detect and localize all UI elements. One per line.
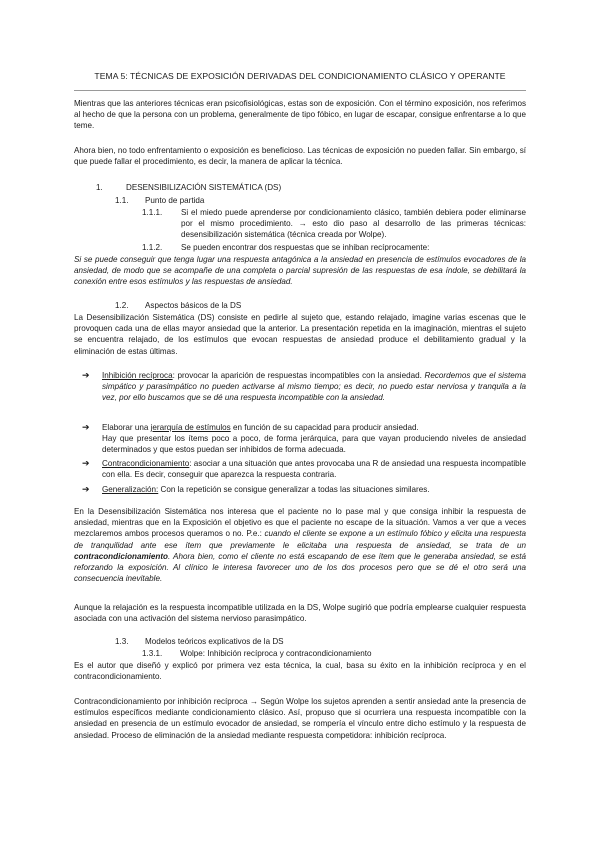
italic-quote: Si se puede conseguir que tenga lugar una respuesta antagónica a la ansiedad en presencia de estímulos evocadores de la ansiedad, de modo que se acompañe de una completa o parcial supresión de las respuestas de esa índole, se debilitará la conexión entre esos estímulos y las respuestas de ansiedad. [74, 255, 526, 287]
subsection-title: Punto de partida [145, 196, 205, 205]
intro-paragraph-1: Mientras que las anteriores técnicas eran psicofisiológicas, estas son de exposición. Con el término exposición, nos referimos al hecho de que la persona con un problema, generalmente de tipo fóbico, en lugar de escapar, consigue enfrentarse a lo que teme. [74, 99, 526, 131]
section-number: 1. [96, 183, 103, 192]
wolpe-author-paragraph: Es el autor que diseñó y explicó por primera vez esta técnica, la cual, basa su éxito en la inhibición recíproca y en el contracondicionamiento. [74, 661, 526, 682]
term-contracondicionamiento: Contracondicionamiento [102, 459, 190, 468]
wolpe-relaxation-paragraph: Aunque la relajación es la respuesta incompatible utilizada en la DS, Wolpe sugirió que podría emplearse cualquier respuesta asociada con una activación del sistema nervioso parasimpático. [74, 603, 526, 624]
bullet-text: Hay que presentar los ítems poco a poco, de forma jerárquica, para que vayan produciendo niveles de ansiedad determinados y que estos puedan ser inhibidos de forma adecuada. [102, 434, 526, 455]
ds-description-paragraph: La Desensibilización Sistemática (DS) consiste en pedirle al sujeto que, estando relajado, imagine varias escenas que le provoquen cada una de ellas mayor ansiedad que la anterior. La presentación repetida en la imaginación, mientras el sujeto se encuentra relajado, de los estímulos que evocan respuestas de ansiedad produce el debilitamiento gradual y la eliminación de estas últimas. [74, 313, 526, 356]
paragraph-text: En la Desensibilización Sistemática nos interesa que el paciente no lo pase mal y que consiga inhibir la respuesta de ansiedad, mientras que en la Exposición el objetivo es que el paciente no escape de la situación. Vamos a ver que a veces mezclaremos ambos procesos queramos o no. P.e.: [74, 507, 526, 539]
subsection-heading-1-2 [115, 300, 241, 311]
subsection-heading-1-3 [115, 636, 284, 647]
subsection-title: Aspectos básicos de la DS [145, 301, 242, 310]
bullet-italic-note: Recordemos que el sistema simpático y parasimpático no pueden activarse al mismo tiempo; es decir, no puedo estar nerviosa y tranquila a la vez, por ello buscamos que se dé una respuesta incompatible con la ansiedad. [102, 371, 527, 403]
bullet-text: Con la repetición se consigue generalizar a todas las situaciones similares. [158, 485, 430, 494]
bullet-text: : provocar la aparición de respuestas incompatibles con la ansiedad. [172, 371, 422, 380]
paragraph-italic: . Ahora bien, como el cliente no está escapando de ese ítem que le generaba ansiedad, se está reforzando la exposición. Al clínico le interesa favorecer uno de los dos procesos pero que se dé el otro será una consecuencia inevitable. [74, 551, 526, 584]
list-item [74, 458, 526, 480]
title-divider [74, 90, 526, 91]
arrow-icon: ➔ [82, 484, 90, 494]
term-generalizacion: Generalización: [102, 485, 159, 494]
subsection-number: 1.3. [115, 637, 129, 646]
term-jerarquia: jerarquía de estímulos [150, 423, 231, 432]
bullet-text: en función de su capacidad para producir ansiedad. [230, 423, 419, 432]
arrow-icon: ➔ [82, 458, 90, 468]
item-number: 1.1.2. [142, 243, 163, 252]
item-number: 1.1.1. [142, 208, 163, 217]
item-text: Se pueden encontrar dos respuestas que se inhiban recíprocamente: [181, 243, 430, 252]
subsection-number: 1.2. [115, 301, 129, 310]
arrow-icon: ➔ [82, 422, 90, 432]
term-inhibicion-reciproca: Inhibición recíproca [102, 371, 173, 380]
item-text: Si el miedo puede aprenderse por condicionamiento clásico, también debiera poder eliminarse por el mismo procedimiento. → esto dio paso al desarrollo de las primeras técnicas: desensibilización sistemática (técnica creada por Wolpe). [181, 208, 526, 240]
arrow-icon: ➔ [82, 370, 90, 380]
document-title: TEMA 5: TÉCNICAS DE EXPOSICIÓN DERIVADAS DEL CONDICIONAMIENTO CLÁSICO Y OPERANTE [94, 71, 506, 81]
item-number: 1.3.1. [142, 649, 163, 658]
paragraph-italic: cuando el cliente se expone a un estímulo fóbico y elicita una respuesta de tranquilidad ante ese ítem que previamente le elicitaba una respuesta de ansiedad, se trata de un [74, 529, 526, 550]
counterconditioning-paragraph: Contracondicionamiento por inhibición recíproca → Según Wolpe los sujetos aprenden a sentir ansiedad ante la presencia de estímulos específicos mediante condicionamiento clásico. Así, propuso que si ocurriera una respuesta incompatible con la ansiedad en presencia de un estímulo evocador de ansiedad, se rompería el vínculo entre dicho estímulo y la respuesta de ansiedad. Proceso de eliminación de la ansiedad mediante respuesta competidora: inhibición recíproca. [74, 697, 526, 740]
list-item [74, 370, 526, 404]
bullet-text: : asociar a una situación que antes provocaba una R de ansiedad una respuesta incompatible con ella. Es decir, conseguir que aparezca la respuesta contraria. [102, 459, 526, 480]
list-item [74, 422, 526, 456]
section-title: DESENSIBILIZACIÓN SISTEMÁTICA (DS) [126, 183, 282, 192]
subsection-title: Modelos teóricos explicativos de la DS [145, 637, 284, 646]
ds-vs-exposure-paragraph [74, 506, 526, 584]
subsubsection-heading-1-3-1 [142, 648, 372, 659]
subsection-number: 1.1. [115, 196, 129, 205]
intro-paragraph-2: Ahora bien, no todo enfrentamiento o exposición es beneficioso. Las técnicas de exposición no pueden fallar. Sin embargo, sí que puede fallar el procedimiento, es decir, la manera de aplicar la técnica. [74, 146, 526, 167]
list-item [74, 484, 526, 495]
section-heading-1 [96, 182, 281, 193]
item-title: Wolpe: Inhibición recíproca y contracondicionamiento [180, 649, 372, 658]
item-1-1-1 [142, 207, 526, 241]
paragraph-bold-italic: contracondicionamiento [74, 551, 168, 561]
bullet-text: Elaborar una [102, 423, 151, 432]
item-1-1-2 [142, 242, 526, 253]
subsection-heading-1-1 [115, 195, 204, 206]
